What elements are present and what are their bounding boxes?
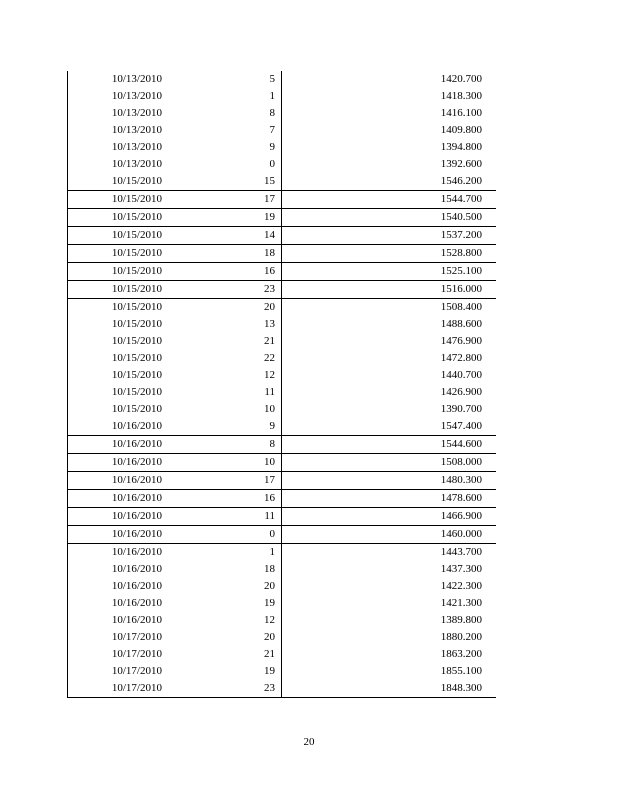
- table-row: [68, 173, 497, 191]
- value-cell: 1848.300: [282, 680, 497, 698]
- value-cell: 1855.100: [440, 665, 482, 677]
- date-cell: 10/15/2010: [68, 316, 163, 333]
- table-row: [68, 663, 497, 680]
- date-cell: 10/13/2010: [68, 156, 163, 173]
- hour-cell: 1: [162, 544, 282, 562]
- data-table: [67, 71, 496, 698]
- date-cell: 10/13/2010: [68, 88, 163, 105]
- value-cell: 1394.800: [440, 141, 482, 153]
- date-cell: 10/13/2010: [68, 105, 163, 122]
- value-cell: 1416.100: [440, 107, 482, 119]
- hour-cell: 20: [162, 299, 282, 317]
- table-row: [68, 333, 497, 350]
- table-row: [68, 122, 497, 139]
- hour-cell: 0: [162, 526, 282, 544]
- date-cell: 10/15/2010: [68, 401, 163, 418]
- table-row: [68, 350, 497, 367]
- hour-cell: 13: [162, 316, 282, 333]
- table-row: [68, 367, 497, 384]
- hour-cell: 15: [162, 173, 282, 191]
- date-cell: 10/16/2010: [68, 612, 163, 629]
- hour-cell: 7: [162, 122, 282, 139]
- hour-cell: 10: [162, 401, 282, 418]
- hour-cell: 11: [162, 508, 282, 526]
- value-cell: 1544.600: [282, 436, 497, 454]
- table-row: [68, 436, 497, 454]
- value-cell: 1409.800: [440, 124, 482, 136]
- value-cell: 1476.900: [440, 335, 482, 347]
- hour-cell: 14: [162, 227, 282, 245]
- hour-cell: 19: [162, 663, 282, 680]
- date-cell: 10/15/2010: [68, 227, 163, 245]
- table-row: [68, 88, 497, 105]
- value-cell: 1437.300: [440, 563, 482, 575]
- date-cell: 10/17/2010: [68, 680, 163, 698]
- table-row: [68, 418, 497, 436]
- hour-cell: 5: [162, 71, 282, 88]
- table-body: [68, 71, 497, 698]
- date-cell: 10/15/2010: [68, 173, 163, 191]
- table-row: [68, 281, 497, 299]
- value-cell: 1426.900: [440, 386, 482, 398]
- value-cell: 1508.000: [282, 454, 497, 472]
- table-row: [68, 680, 497, 698]
- value-cell: 1478.600: [282, 490, 497, 508]
- table-row: [68, 401, 497, 418]
- date-cell: 10/16/2010: [68, 561, 163, 578]
- table-row: [68, 490, 497, 508]
- table-row: [68, 227, 497, 245]
- value-cell: 1460.000: [282, 526, 497, 544]
- value-cell: 1863.200: [440, 648, 482, 660]
- date-cell: 10/15/2010: [68, 281, 163, 299]
- date-cell: 10/17/2010: [68, 646, 163, 663]
- hour-cell: 8: [162, 105, 282, 122]
- table-row: [68, 384, 497, 401]
- table-row: [68, 629, 497, 646]
- value-cell: 1880.200: [440, 631, 482, 643]
- value-cell: 1422.300: [440, 580, 482, 592]
- value-cell: 1508.400: [282, 299, 497, 317]
- table-row: [68, 508, 497, 526]
- date-cell: 10/15/2010: [68, 245, 163, 263]
- date-cell: 10/16/2010: [68, 454, 163, 472]
- hour-cell: 10: [162, 454, 282, 472]
- value-cell: 1466.900: [282, 508, 497, 526]
- date-cell: 10/16/2010: [68, 436, 163, 454]
- date-cell: 10/16/2010: [68, 490, 163, 508]
- page-number: 20: [303, 736, 315, 748]
- hour-cell: 0: [162, 156, 282, 173]
- date-cell: 10/15/2010: [68, 191, 163, 209]
- value-cell: 1420.700: [440, 73, 482, 85]
- value-cell: 1525.100: [282, 263, 497, 281]
- value-cell: 1528.800: [282, 245, 497, 263]
- hour-cell: 20: [162, 578, 282, 595]
- table-row: [68, 612, 497, 629]
- value-cell: 1418.300: [440, 90, 482, 102]
- table-row: [68, 561, 497, 578]
- date-cell: 10/15/2010: [68, 367, 163, 384]
- table-row: [68, 245, 497, 263]
- date-cell: 10/16/2010: [68, 472, 163, 490]
- hour-cell: 17: [162, 472, 282, 490]
- date-cell: 10/16/2010: [68, 578, 163, 595]
- hour-cell: 16: [162, 490, 282, 508]
- hour-cell: 23: [162, 680, 282, 698]
- date-cell: 10/16/2010: [68, 508, 163, 526]
- hour-cell: 12: [162, 367, 282, 384]
- hour-cell: 9: [162, 139, 282, 156]
- hour-cell: 20: [162, 629, 282, 646]
- hour-cell: 18: [162, 245, 282, 263]
- value-cell: 1516.000: [282, 281, 497, 299]
- table-row: [68, 316, 497, 333]
- date-cell: 10/16/2010: [68, 418, 163, 436]
- hour-cell: 8: [162, 436, 282, 454]
- date-cell: 10/17/2010: [68, 663, 163, 680]
- hour-cell: 22: [162, 350, 282, 367]
- value-cell: 1440.700: [440, 369, 482, 381]
- table-row: [68, 105, 497, 122]
- table-row: [68, 472, 497, 490]
- hour-cell: 1: [162, 88, 282, 105]
- hour-cell: 17: [162, 191, 282, 209]
- value-cell: 1389.800: [440, 614, 482, 626]
- table-row: [68, 578, 497, 595]
- hour-cell: 18: [162, 561, 282, 578]
- value-cell: 1547.400: [440, 420, 482, 432]
- date-cell: 10/15/2010: [68, 209, 163, 227]
- value-cell: 1480.300: [282, 472, 497, 490]
- hour-cell: 21: [162, 646, 282, 663]
- hour-cell: 11: [162, 384, 282, 401]
- hour-cell: 19: [162, 595, 282, 612]
- value-cell: 1488.600: [440, 318, 482, 330]
- date-cell: 10/17/2010: [68, 629, 163, 646]
- hour-cell: 21: [162, 333, 282, 350]
- table-row: [68, 209, 497, 227]
- date-cell: 10/15/2010: [68, 384, 163, 401]
- value-cell: 1392.600: [440, 158, 482, 170]
- table-row: [68, 544, 497, 562]
- date-cell: 10/16/2010: [68, 526, 163, 544]
- date-cell: 10/16/2010: [68, 595, 163, 612]
- date-cell: 10/15/2010: [68, 299, 163, 317]
- date-cell: 10/15/2010: [68, 263, 163, 281]
- table-row: [68, 595, 497, 612]
- hour-cell: 12: [162, 612, 282, 629]
- date-cell: 10/13/2010: [68, 139, 163, 156]
- hour-cell: 16: [162, 263, 282, 281]
- hour-cell: 19: [162, 209, 282, 227]
- table-row: [68, 299, 497, 317]
- value-cell: 1537.200: [282, 227, 497, 245]
- table-row: [68, 454, 497, 472]
- table-row: [68, 156, 497, 173]
- value-cell: 1472.800: [440, 352, 482, 364]
- table-row: [68, 71, 497, 88]
- value-cell: 1443.700: [282, 544, 497, 562]
- date-cell: 10/15/2010: [68, 350, 163, 367]
- hour-cell: 9: [162, 418, 282, 436]
- table-row: [68, 263, 497, 281]
- value-cell: 1390.700: [440, 403, 482, 415]
- date-cell: 10/15/2010: [68, 333, 163, 350]
- table-row: [68, 191, 497, 209]
- table-row: [68, 526, 497, 544]
- hour-cell: 23: [162, 281, 282, 299]
- date-cell: 10/13/2010: [68, 122, 163, 139]
- date-cell: 10/13/2010: [68, 71, 163, 88]
- table-row: [68, 139, 497, 156]
- value-cell: 1540.500: [282, 209, 497, 227]
- value-cell: 1546.200: [440, 175, 482, 187]
- date-cell: 10/16/2010: [68, 544, 163, 562]
- value-cell: 1544.700: [282, 191, 497, 209]
- table-row: [68, 646, 497, 663]
- value-cell: 1421.300: [440, 597, 482, 609]
